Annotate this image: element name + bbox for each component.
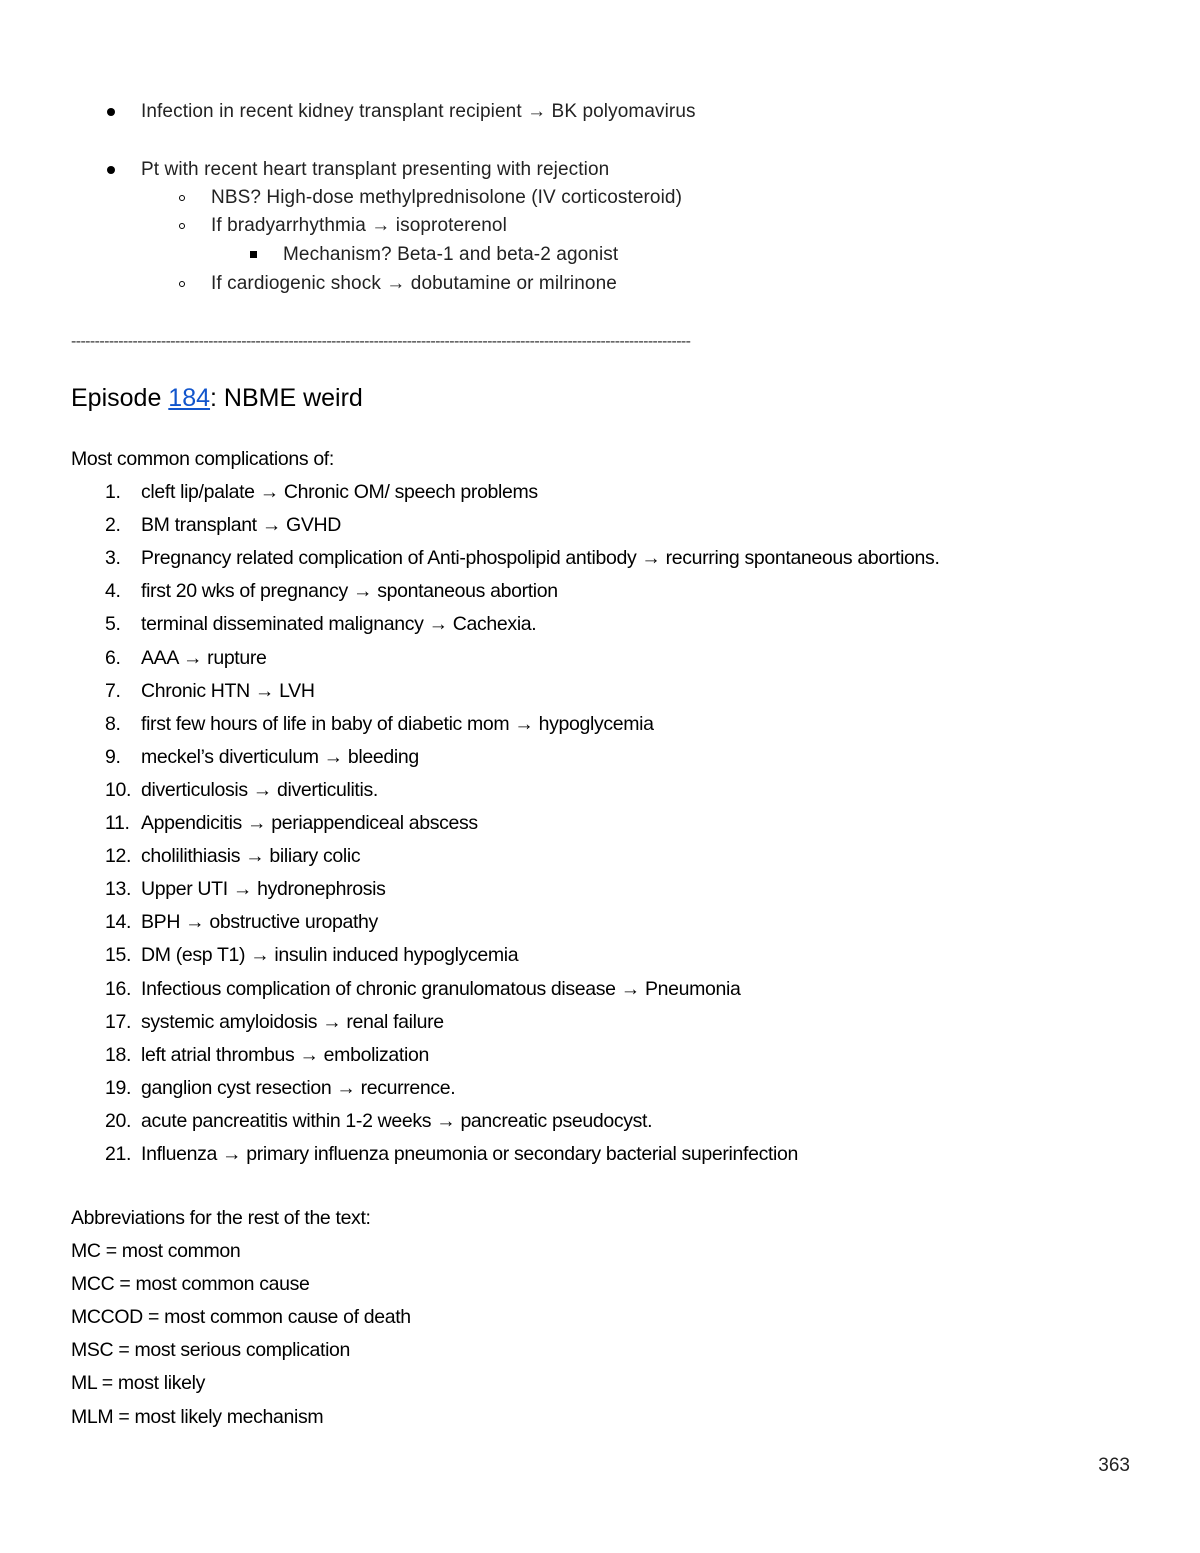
dashed-separator: ----------------------------------------------------------------------------------------------------------------------------------- [71,333,691,350]
list-number: 5. [105,613,121,636]
complication-item [105,547,940,570]
abbreviation-item: MSC = most serious complication [71,1339,351,1362]
sub-bullet-bradyarrhythmia: If bradyarrhythmia → isoproterenol [211,215,507,236]
complication-text: systemic amyloidosis → renal failure [141,1010,444,1033]
complication-text: cholilithiasis → biliary colic [141,845,361,868]
abbreviation-item: MCC = most common cause [71,1273,310,1296]
list-number: 17. [105,1010,132,1033]
abbreviation-item: MC = most common [71,1240,241,1262]
abbreviations-intro: Abbreviations for the rest of the text: [71,1207,371,1229]
complication-item [105,1110,652,1133]
complication-item [105,1011,444,1034]
complication-text: acute pancreatitis within 1-2 weeks → pancreatic pseudocyst. [141,1109,653,1132]
list-number: 16. [105,977,132,1000]
list-number: 15. [105,944,132,967]
episode-prefix: Episode [71,384,169,412]
list-number: 6. [105,646,121,669]
abbreviation-item: MCCOD = most common cause of death [71,1306,411,1329]
complication-item [105,944,518,967]
bullet-circle [179,195,185,201]
complications-intro: Most common complications of: [71,448,334,470]
bullet-kidney-transplant: Infection in recent kidney transplant recipient → BK polyomavirus [141,101,696,122]
complication-item [105,680,315,703]
complication-item [105,613,536,636]
complication-text: meckel’s diverticulum → bleeding [141,745,419,768]
list-number: 7. [105,679,121,702]
episode-heading [71,384,363,413]
complication-text: left atrial thrombus → embolization [141,1043,429,1066]
list-number: 14. [105,911,132,934]
bullet-disc [107,108,115,116]
list-number: 19. [105,1076,132,1099]
list-number: 9. [105,745,121,768]
complication-item [105,1143,798,1166]
page-number: 363 [1098,1455,1130,1476]
complication-item [105,878,386,901]
list-number: 3. [105,547,121,570]
episode-suffix: : NBME weird [210,384,363,412]
bullet-square [250,251,257,258]
complication-text: Influenza → primary influenza pneumonia or secondary bacterial superinfection [141,1143,799,1165]
complication-item [105,1077,455,1100]
complication-text: Appendicitis → periappendiceal abscess [141,812,478,834]
complication-item [105,481,538,504]
episode-number-link[interactable]: 184 [168,384,211,412]
list-number: 20. [105,1109,132,1132]
complication-text: BM transplant → GVHD [141,514,341,537]
complication-text: Upper UTI → hydronephrosis [141,878,386,901]
complication-text: cleft lip/palate → Chronic OM/ speech problems [141,481,538,503]
complication-item [105,978,740,1001]
list-number: 21. [105,1143,132,1165]
complication-item [105,746,419,769]
bullet-heart-transplant: Pt with recent heart transplant presenting with rejection [141,159,610,180]
list-number: 4. [105,580,121,603]
complication-text: ganglion cyst resection → recurrence. [141,1076,456,1099]
complication-item [105,1044,429,1067]
list-number: 10. [105,778,132,801]
complication-item [105,514,341,537]
complication-item [105,779,378,802]
abbreviation-item: ML = most likely [71,1372,206,1395]
complication-item [105,845,360,868]
complication-text: first 20 wks of pregnancy → spontaneous abortion [141,580,558,603]
complication-item [105,580,558,603]
sub-sub-bullet-mechanism: Mechanism? Beta-1 and beta-2 agonist [283,244,619,265]
complication-text: AAA → rupture [141,646,267,669]
list-number: 1. [105,481,121,503]
sub-bullet-nbs: NBS? High-dose methylprednisolone (IV corticosteroid) [211,187,683,208]
list-number: 13. [105,878,132,901]
list-number: 18. [105,1043,132,1066]
complication-text: Infectious complication of chronic granulomatous disease → Pneumonia [141,977,741,1000]
bullet-disc [107,166,115,174]
complication-text: Pregnancy related complication of Anti-phospolipid antibody → recurring spontaneous abortions. [141,547,940,570]
list-number: 12. [105,845,132,868]
list-number: 8. [105,712,121,735]
complication-text: terminal disseminated malignancy → Cachexia. [141,613,537,636]
complication-item [105,911,378,934]
list-number: 11. [105,812,130,834]
complication-item [105,647,267,670]
list-number: 2. [105,514,121,537]
complication-text: DM (esp T1) → insulin induced hypoglycemia [141,944,519,967]
complication-item [105,713,654,736]
complication-text: BPH → obstructive uropathy [141,911,378,934]
bullet-circle [179,281,185,287]
sub-bullet-cardiogenic-shock: If cardiogenic shock → dobutamine or milrinone [211,273,617,294]
complication-item [105,812,478,835]
complication-text: Chronic HTN → LVH [141,679,315,702]
complication-text: first few hours of life in baby of diabetic mom → hypoglycemia [141,712,654,735]
bullet-circle [179,223,185,229]
complication-text: diverticulosis → diverticulitis. [141,778,378,801]
abbreviation-item: MLM = most likely mechanism [71,1405,324,1428]
